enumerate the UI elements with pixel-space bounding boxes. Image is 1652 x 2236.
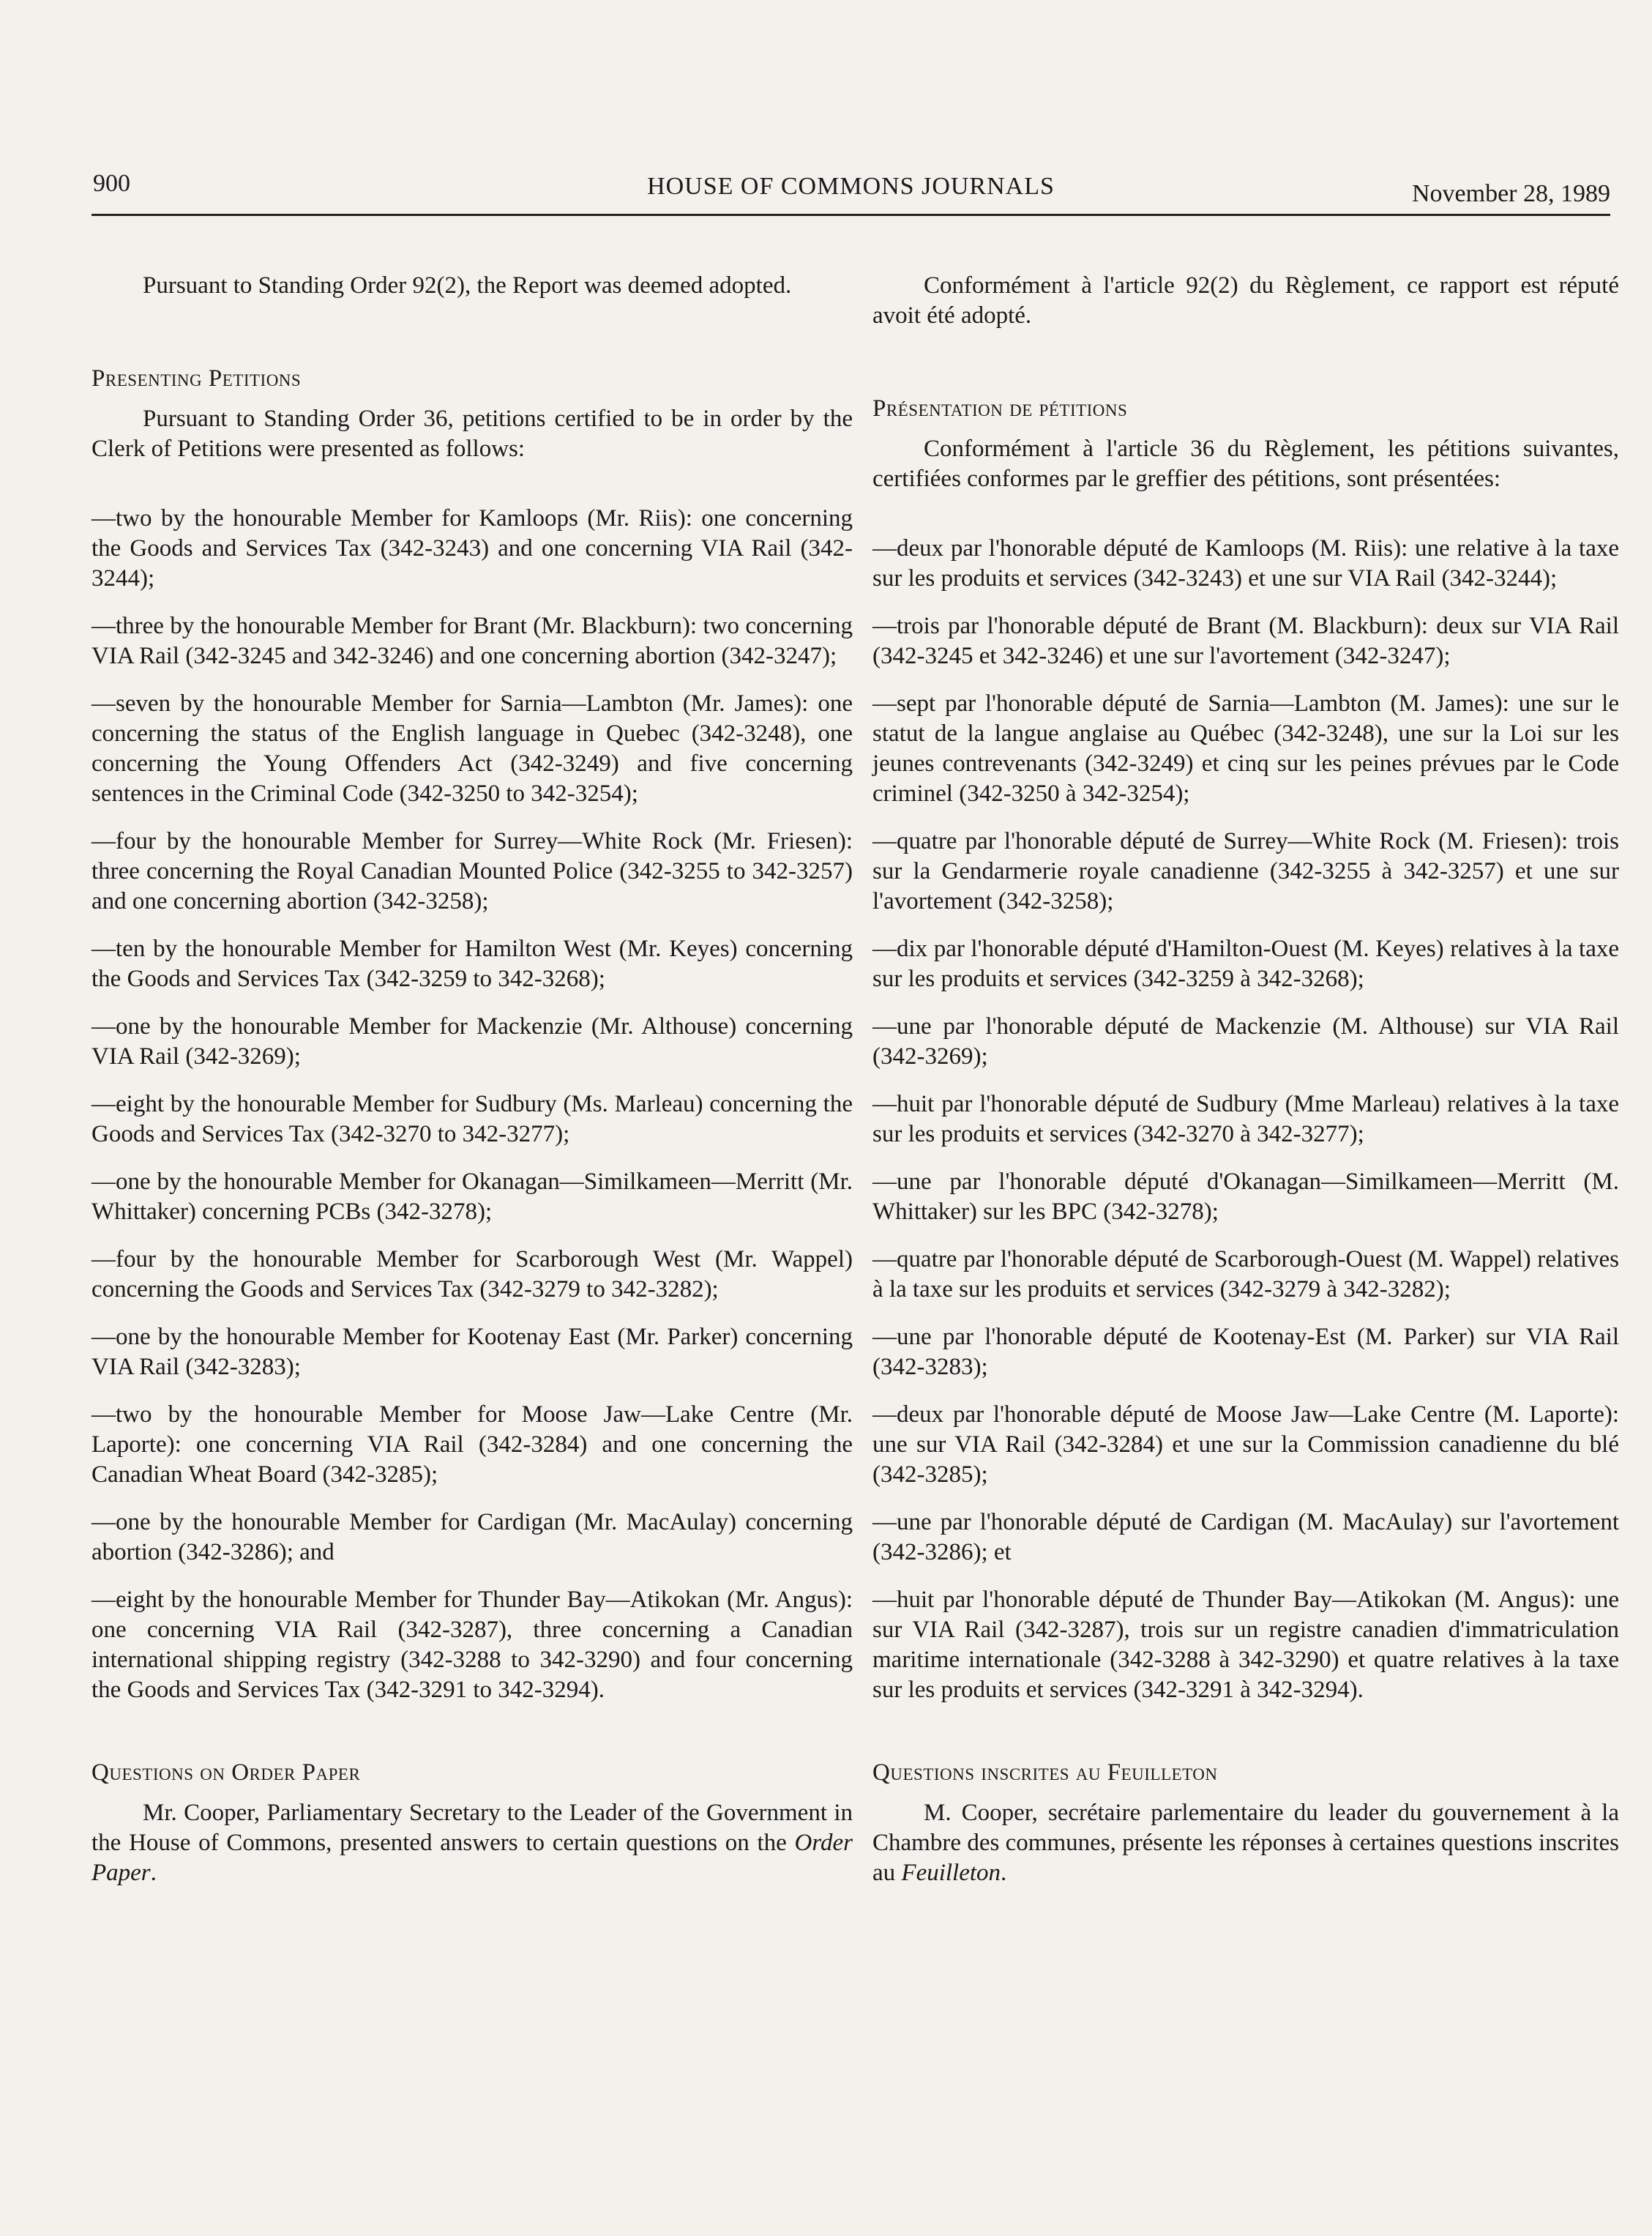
petition-item: —four by the honourable Member for Surrey—White Rock (Mr. Friesen): three concerning the Royal Canadian Mounted Police (342-3255 to 342-3257) and one concerning abortion (342-3258);	[91, 828, 853, 914]
petition-item: —one by the honourable Member for Mackenzie (Mr. Althouse) concerning VIA Rail (342-3269);	[91, 1013, 853, 1070]
petitions-heading: Présentation de pétitions	[872, 395, 1128, 422]
feuilleton-title: Feuilleton	[901, 1860, 1001, 1886]
petition-item: —une par l'honorable député de Kootenay-Est (M. Parker) sur VIA Rail (342-3283);	[872, 1324, 1619, 1380]
petition-item: —dix par l'honorable député d'Hamilton-Ouest (M. Keyes) relatives à la taxe sur les produits et services (342-3259 à 342-3268);	[872, 936, 1619, 992]
petition-item: —une par l'honorable député de Mackenzie (M. Althouse) sur VIA Rail (342-3269);	[872, 1013, 1619, 1070]
petition-item: —two by the honourable Member for Kamloops (Mr. Riis): one concerning the Goods and Services Tax (342-3243) and one concerning VIA Rail (342-3244);	[91, 505, 853, 592]
petitions-heading: Presenting Petitions	[91, 365, 302, 392]
questions-text: Mr. Cooper, Parliamentary Secretary to the Leader of the Government in the House of Commons, presented answers to certain questions on the Order Paper.	[91, 1800, 853, 1886]
petition-item: —one by the honourable Member for Okanagan—Similkameen—Merritt (Mr. Whittaker) concerning PCBs (342-3278);	[91, 1169, 853, 1225]
questions-text: M. Cooper, secrétaire parlementaire du leader du gouvernement à la Chambre des communes, présente les réponses à certaines questions inscrites au Feuilleton.	[872, 1800, 1619, 1886]
report-adopted-text: Conformément à l'article 92(2) du Règlement, ce rapport est réputé avoit été adopté.	[872, 272, 1619, 329]
petition-item: —quatre par l'honorable député de Scarborough-Ouest (M. Wappel) relatives à la taxe sur les produits et services (342-3279 à 342-3282);	[872, 1246, 1619, 1303]
questions-heading: Questions on Order Paper	[91, 1759, 361, 1786]
questions-heading: Questions inscrites au Feuilleton	[872, 1759, 1218, 1786]
petition-item: —quatre par l'honorable député de Surrey—White Rock (M. Friesen): trois sur la Gendarmerie royale canadienne (342-3255 à 342-3257) et une sur l'avortement (342-3258);	[872, 828, 1619, 914]
order-paper-title: Order Paper	[91, 1830, 853, 1886]
petition-item: —une par l'honorable député de Cardigan (M. MacAulay) sur l'avortement (342-3286); et	[872, 1509, 1619, 1565]
petition-item: —seven by the honourable Member for Sarnia—Lambton (Mr. James): one concerning the status of the English language in Quebec (342-3248), one concerning the Young Offenders Act (342-3249) and five concerning sentences in the Criminal Code (342-3250 to 342-3254);	[91, 690, 853, 807]
petition-item: —eight by the honourable Member for Sudbury (Ms. Marleau) concerning the Goods and Services Tax (342-3270 to 342-3277);	[91, 1091, 853, 1147]
petition-item: —trois par l'honorable député de Brant (M. Blackburn): deux sur VIA Rail (342-3245 et 342-3246) et une sur l'avortement (342-3247);	[872, 613, 1619, 669]
petition-item: —four by the honourable Member for Scarborough West (Mr. Wappel) concerning the Goods and Services Tax (342-3279 to 342-3282);	[91, 1246, 853, 1303]
petition-item: —huit par l'honorable député de Thunder Bay—Atikokan (M. Angus): une sur VIA Rail (342-3287), trois sur un registre canadien d'immatriculation maritime internationale (342-3288 à 342-3290) et quatre relatives à la taxe sur les produits et services (342-3291 à 342-3294).	[872, 1587, 1619, 1703]
petitions-intro: Conformément à l'article 36 du Règlement, les pétitions suivantes, certifiées conformes par le greffier des pétitions, sont présentées:	[872, 436, 1619, 492]
petition-item: —deux par l'honorable député de Kamloops (M. Riis): une relative à la taxe sur les produits et services (342-3243) et une sur VIA Rail (342-3244);	[872, 535, 1619, 592]
french-column	[872, 271, 1619, 1906]
petition-list	[91, 504, 853, 1705]
report-adopted-text: Pursuant to Standing Order 92(2), the Report was deemed adopted.	[143, 272, 792, 299]
petition-item: —two by the honourable Member for Moose Jaw—Lake Centre (Mr. Laporte): one concerning VIA Rail (342-3284) and one concerning the Canadian Wheat Board (342-3285);	[91, 1401, 853, 1488]
journal-date: November 28, 1989	[1411, 180, 1610, 207]
english-column	[91, 271, 853, 1906]
petitions-intro: Pursuant to Standing Order 36, petitions certified to be in order by the Clerk of Petitions were presented as follows:	[91, 406, 853, 462]
petition-item: —ten by the honourable Member for Hamilton West (Mr. Keyes) concerning the Goods and Services Tax (342-3259 to 342-3268);	[91, 936, 853, 992]
petition-item: —deux par l'honorable député de Moose Jaw—Lake Centre (M. Laporte): une sur VIA Rail (342-3284) et une sur la Commission canadienne du blé (342-3285);	[872, 1401, 1619, 1488]
petition-item: —une par l'honorable député d'Okanagan—Similkameen—Merritt (M. Whittaker) sur les BPC (342-3278);	[872, 1169, 1619, 1225]
petition-item: —huit par l'honorable député de Sudbury (Mme Marleau) relatives à la taxe sur les produits et services (342-3270 à 342-3277);	[872, 1091, 1619, 1147]
petition-item: —one by the honourable Member for Cardigan (Mr. MacAulay) concerning abortion (342-3286); and	[91, 1509, 853, 1565]
page-number: 900	[93, 170, 130, 197]
petition-list	[872, 534, 1619, 1705]
petition-item: —one by the honourable Member for Kootenay East (Mr. Parker) concerning VIA Rail (342-3283);	[91, 1324, 853, 1380]
page-header	[91, 170, 1610, 216]
petition-item: —eight by the honourable Member for Thunder Bay—Atikokan (Mr. Angus): one concerning VIA Rail (342-3287), three concerning a Canadian international shipping registry (342-3288 to 342-3290) and four concerning the Goods and Services Tax (342-3291 to 342-3294).	[91, 1587, 853, 1703]
journal-title: HOUSE OF COMMONS JOURNALS	[647, 173, 1055, 200]
petition-item: —three by the honourable Member for Brant (Mr. Blackburn): two concerning VIA Rail (342-3245 and 342-3246) and one concerning abortion (342-3247);	[91, 613, 853, 669]
petition-item: —sept par l'honorable député de Sarnia—Lambton (M. James): une sur le statut de la langue anglaise au Québec (342-3248), une sur la Loi sur les jeunes contrevenants (342-3249) et cinq sur les peines prévues par le Code criminel (342-3250 à 342-3254);	[872, 690, 1619, 807]
